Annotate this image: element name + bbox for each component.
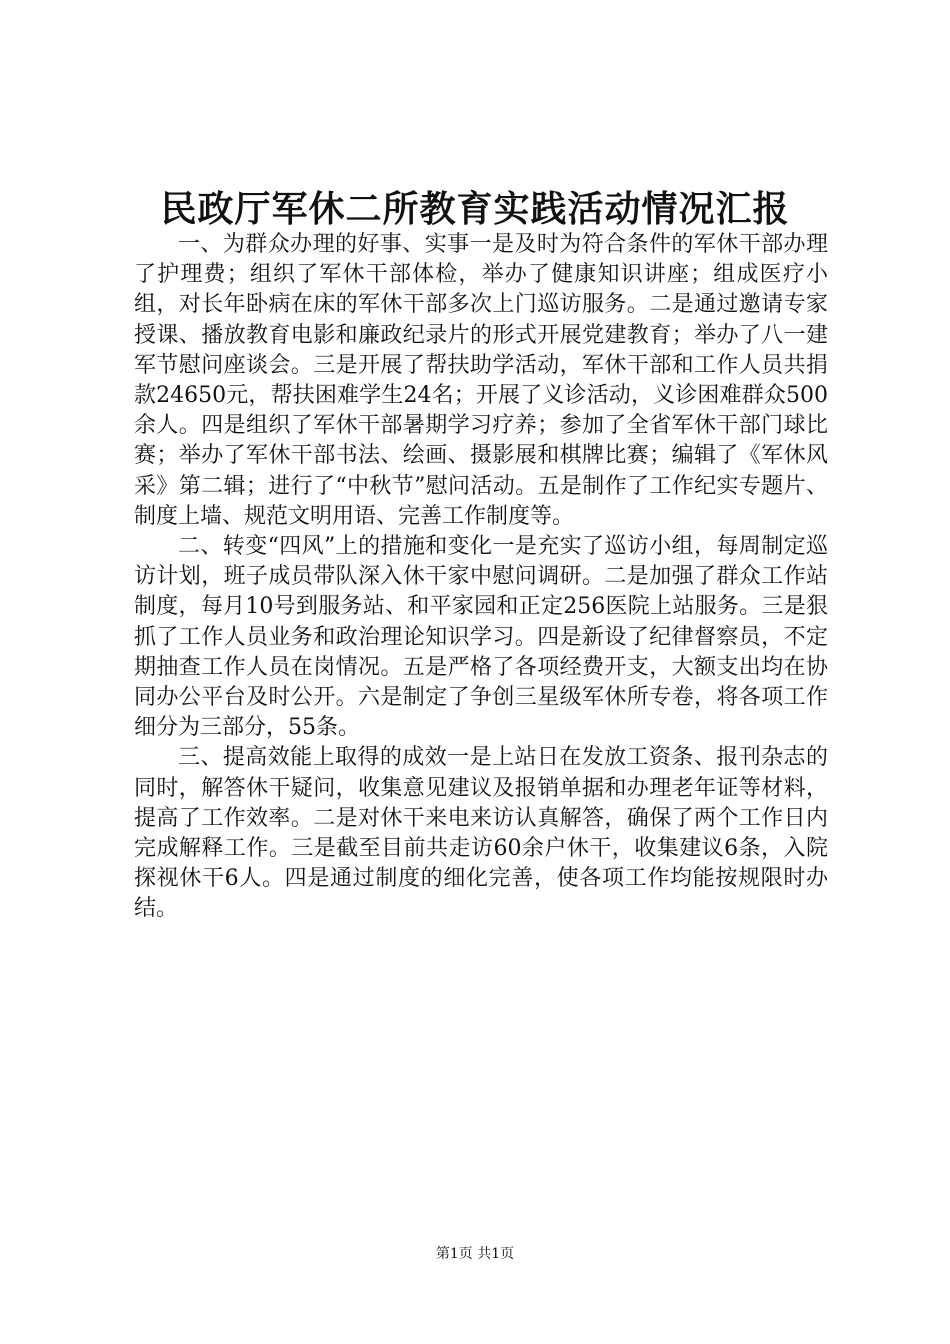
document-title: 民政厅军休二所教育实践活动情况汇报 [160, 188, 790, 230]
document-body [134, 230, 828, 925]
page-footer: 第1页 共1页 [435, 1246, 515, 1262]
paragraph-2: 二、转变“四风”上的措施和变化一是充实了巡访小组，每周制定巡访计划，班子成员带队深入休干家中慰问调研。二是加强了群众工作站制度，每月10号到服务站、和平家园和正定256医院上站服务。三是狠抓了工作人员业务和政治理论知识学习。四是新设了纪律督察员，不定期抽查工作人员在岗情况。五是严格了各项经费开支，大额支出均在协同办公平台及时公开。六是制定了争创三星级军休所专卷，将各项工作细分为三部分，55条。 [134, 534, 828, 741]
paragraph-1: 一、为群众办理的好事、实事一是及时为符合条件的军休干部办理了护理费；组织了军休干部体检，举办了健康知识讲座；组成医疗小组，对长年卧病在床的军休干部多次上门巡访服务。二是通过邀请专家授课、播放教育电影和廉政纪录片的形式开展党建教育；举办了八一建军节慰问座谈会。三是开展了帮扶助学活动，军休干部和工作人员共捐款24650元，帮扶困难学生24名；开展了义诊活动，义诊困难群众500余人。四是组织了军休干部暑期学习疗养；参加了全省军休干部门球比赛；举办了军休干部书法、绘画、摄影展和棋牌比赛；编辑了《军休风采》第二辑；进行了“中秋节”慰问活动。五是制作了工作纪实专题片、制度上墙、规范文明用语、完善工作制度等。 [134, 232, 828, 529]
paragraph-3: 三、提高效能上取得的成效一是上站日在发放工资条、报刊杂志的同时，解答休干疑问，收集意见建议及报销单据和办理老年证等材料，提高了工作效率。二是对休干来电来访认真解答，确保了两个工作日内完成解释工作。三是截至目前共走访60余户休干，收集建议6条，入院探视休干6人。四是通过制度的细化完善，使各项工作均能按规限时办结。 [134, 745, 828, 922]
